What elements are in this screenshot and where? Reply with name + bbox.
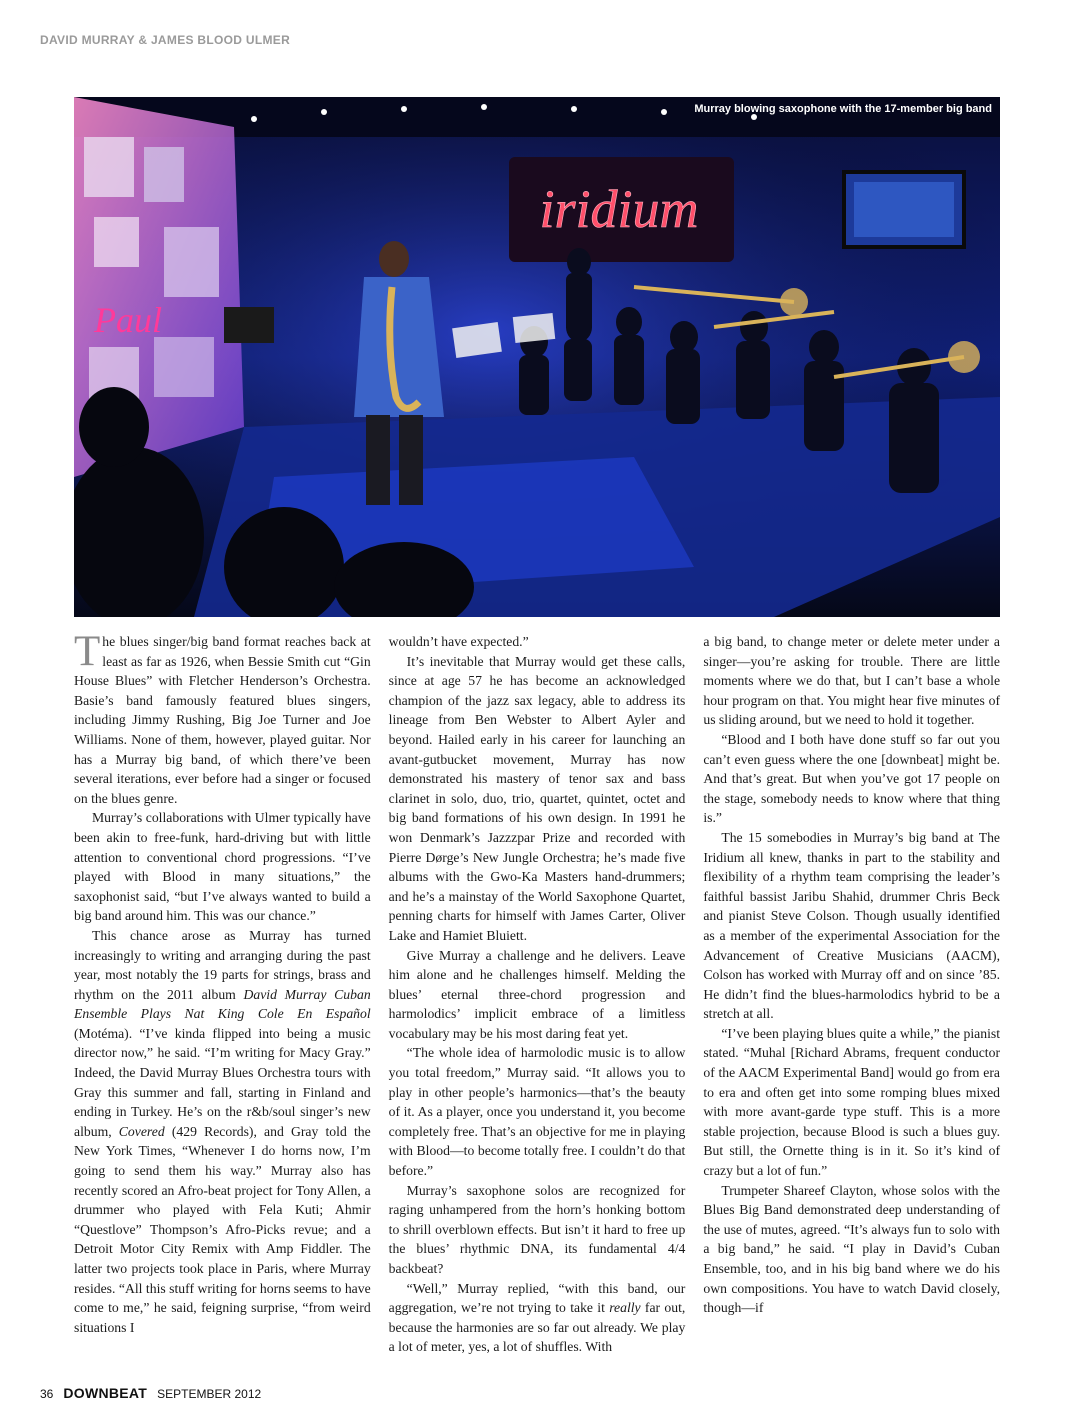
paragraph-text: (Motéma). “I’ve kinda flipped into being a music director now,” he said. “I’m writing for Macy Gray.” Indeed, the David Murray Blues Orchestra tours with Gray this summer and fall, starting in Finland and ending in Turkey. He’s on the r&b/soul singer’s new album, xyxy=(74,1025,371,1139)
paragraph: wouldn’t have expected.” xyxy=(388,634,529,649)
page-footer xyxy=(40,1385,261,1401)
article-column-1 xyxy=(74,628,371,1360)
iridium-sign: iridium xyxy=(539,179,699,239)
paragraph xyxy=(389,1279,686,1357)
drop-cap: T xyxy=(74,628,101,675)
article-column-2 xyxy=(389,632,686,1360)
paragraph: “Blood and I both have done stuff so far out you can’t even guess where the one [downbeat] might be. And that’s great. But when you’ve got 17 people on the stage, somebody needs to know where that thing is.” xyxy=(703,731,1001,826)
paragraph-text: far out, because the harmonies are so far out already. We play a lot of meter, yes, a lot of shuffles. With xyxy=(388,1300,686,1355)
paragraph xyxy=(74,628,371,808)
wall-script: Paul xyxy=(94,300,162,340)
magazine-name: DOWNBEAT xyxy=(63,1385,148,1401)
concert-illustration xyxy=(74,97,1000,617)
paragraph-text: This chance arose as Murray has turned increasingly to writing and arranging during the past year, most notably the 19 parts for strings, brass and rhythm on the 2011 album xyxy=(74,927,371,1002)
issue-date: SEPTEMBER 2012 xyxy=(157,1387,262,1401)
paragraph-text: “Well,” Murray replied, “with this band, our aggregation, we’re not trying to take it xyxy=(388,1280,686,1316)
article-body xyxy=(74,628,1001,1360)
paragraph: Murray’s collaborations with Ulmer typically have been akin to free-funk, hard-driving but with little attention to conventional chord progressions. “I’ve played with Blood in many situations,” the saxophonist said, “but I’ve always wanted to build a big band around him. This was our chance.” xyxy=(74,810,371,924)
album-title: Covered xyxy=(118,1123,165,1139)
section-header: DAVID MURRAY & JAMES BLOOD ULMER xyxy=(40,33,291,47)
paragraph: “I’ve been playing blues quite a while,” the pianist stated. “Muhal [Richard Abrams, frequent conductor of the AACM Experimental Band] would go from era to era and often get into some romping blues mixed with more avant-garde type stuff. This is a more stable projection, because Blood is such a blues guy. But still, the Ornette thing is in it. So it’s kind of crazy but a lot of fun.” xyxy=(703,1025,1001,1179)
emphasis: really xyxy=(609,1300,641,1316)
paragraph: Murray’s saxophone solos are recognized for raging unhampered from the horn’s honking bottom to shrill overblown effects. But isn’t it hard to free up the blues’ rhythmic DNA, its fundamental 4/4 backbeat? xyxy=(388,1182,686,1276)
paragraph: Trumpeter Shareef Clayton, whose solos with the Blues Big Band demonstrated deep understanding of the use of mutes, agreed. “It’s always fun to solo with a big band,” he said. “I play in David’s Cuban Ensemble, too, and in his big band where we do his own compositions. You have to watch David closely, though—if xyxy=(703,1182,1001,1316)
paragraph-text: he blues singer/big band format reaches back at least as far as 1926, when Bessie Smith cut “Gin House Blues” with Fletcher Henderson’s Orchestra. Basie’s band famously featured blues singers, including Jimmy Rushing, Big Joe Turner and Joe Williams. None of them, however, played guitar. Nor has a Murray big band, of which there’ve been several iterations, ever before had a singer or focused on the blues genre. xyxy=(74,634,371,806)
photo-caption: Murray blowing saxophone with the 17-member big band xyxy=(694,103,992,115)
album-title: David Murray Cuban Ensemble Plays Nat King Cole En Español xyxy=(74,986,371,1022)
paragraph-text: (429 Records), and Gray told the New York Times, “Whenever I do horns now, I’m going to send them his way.” Murray also has recently scored an Afro-beat project for Tony Allen, a drummer who played with Fela Kuti; Ahmir “Questlove” Thompson’s Afro-Picks revue; and a Detroit Motor City Remix with Amp Fiddler. The latter two projects took place in Paris, where Murray resides. “All this stuff writing for horns seems to have come to me,” he said, feigning surprise, “from weird situations I xyxy=(74,1123,371,1335)
paragraph: a big band, to change meter or delete meter under a singer—you’re asking for trouble. There are little moments where we do that, but I can’t base a whole hour program on that. You might hear five minutes of us sliding around, but we need to hold it together. xyxy=(703,634,1001,728)
concert-photo xyxy=(74,97,1000,617)
paragraph xyxy=(74,926,371,1337)
paragraph: It’s inevitable that Murray would get these calls, since at age 57 he has become an acknowledged champion of the jazz sax legacy, able to address its lineage from Ben Webster to Albert Ayler and beyond. Hailed early in his career for launching an avant-gutbucket movement, Murray has now demonstrated his mastery of tenor sax and bass clarinet in solo, duo, trio, quartet, quintet, octet and big band formations of his own design. In 1991 he won Denmark’s Jazzzpar Prize and recorded with Pierre Dørge’s New Jungle Orchestra; he’s made five albums with the Gwo-Ka Masters hand-drummers; and he’s a mainstay of the World Saxophone Quartet, penning charts for himself with James Carter, Oliver Lake and Hamiet Bluiett. xyxy=(388,653,686,943)
article-column-3 xyxy=(703,632,1000,1360)
paragraph: The 15 somebodies in Murray’s big band at The Iridium all knew, thanks in part to the stability and flexibility of a rhythm team comprising the leader’s faithful bassist Jaribu Shahid, drummer Chris Beck and pianist Steve Colson. Though usually identified as a member of the experimental Association for the Advancement of Creative Musicians (AACM), Colson has worked with Murray off and on since ’85. He didn’t find the blues-harmolodics hybrid to be a stretch at all. xyxy=(703,829,1001,1022)
page-number: 36 xyxy=(40,1387,54,1401)
paragraph: Give Murray a challenge and he delivers. Leave him alone and he challenges himself. Melding the blues’ eternal three-chord progression and harmolodics’ implicit embrace of a limitless vocabulary may be his most daring feat yet. xyxy=(388,947,686,1041)
paragraph: “The whole idea of harmolodic music is to allow you total freedom,” Murray said. “It allows you to play in other people’s harmonics—that’s the beauty of it. As a player, once you understand it, you become completely free. That’s an objective for me in playing with Blood—to become totally free. I couldn’t do that before.” xyxy=(388,1045,686,1179)
